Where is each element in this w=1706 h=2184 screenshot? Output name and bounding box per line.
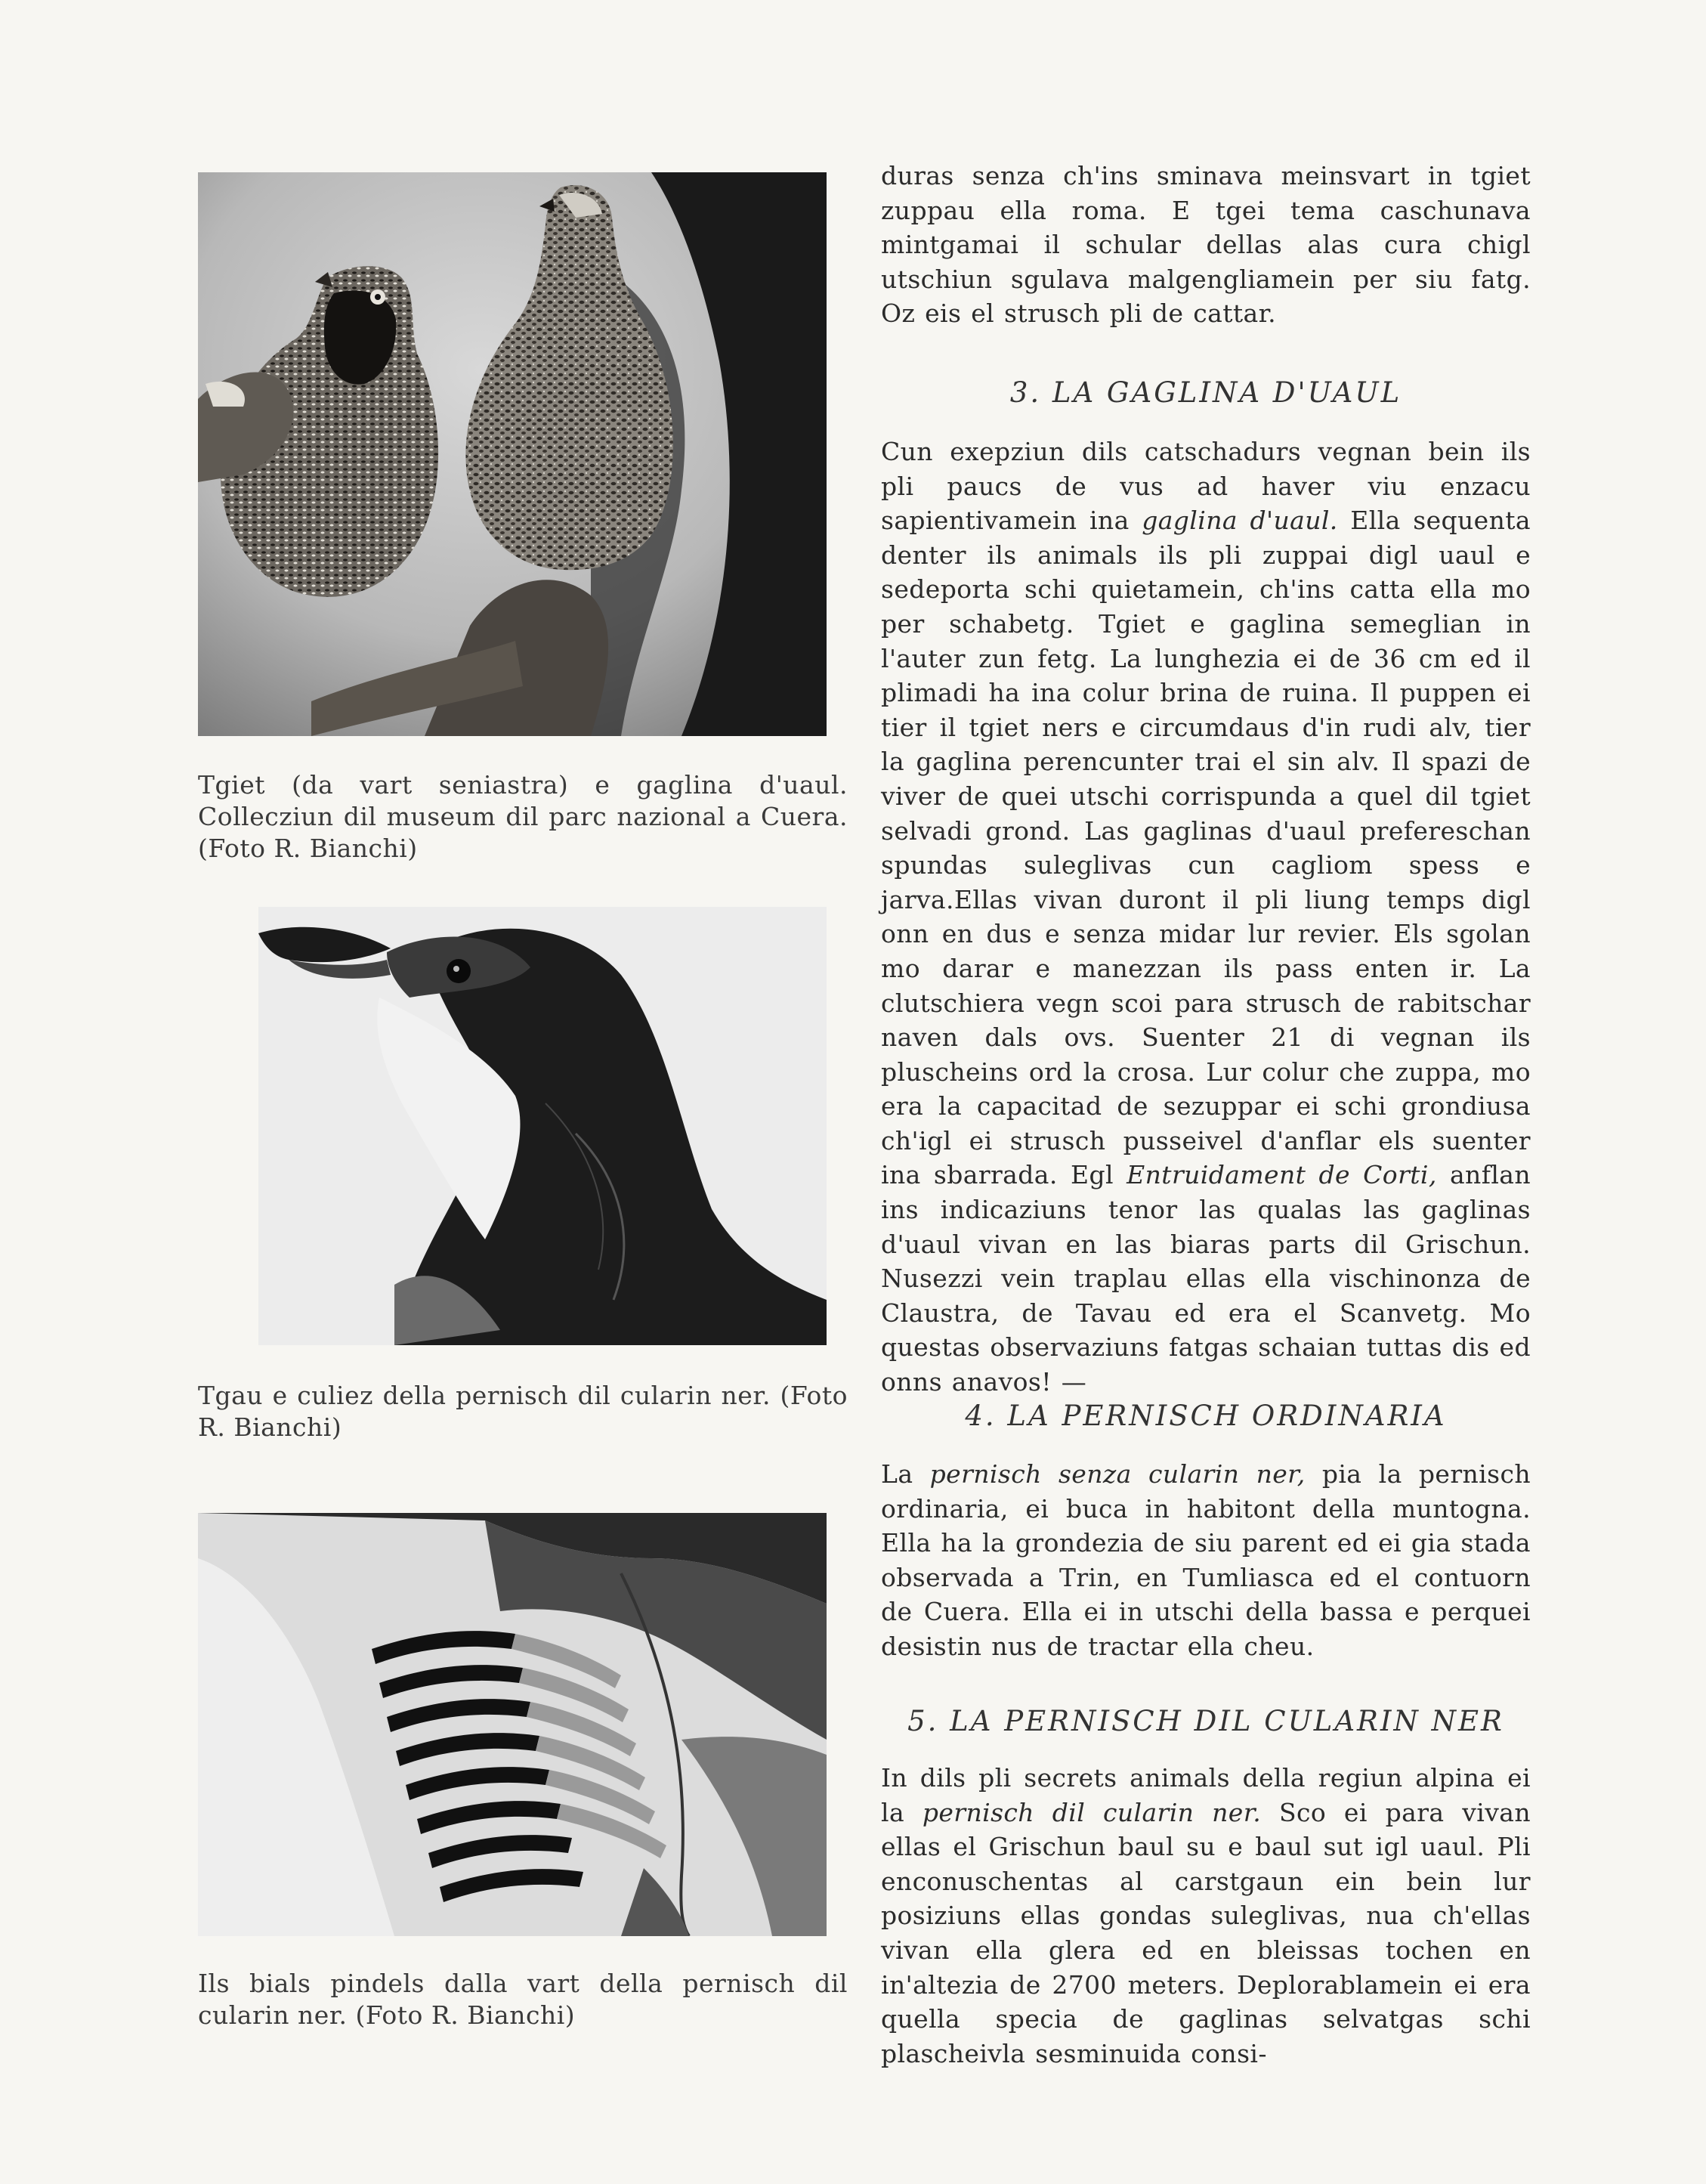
intro-column-text bbox=[881, 159, 1531, 331]
section-4-heading: 4. LA PERNISCH ORDINARIA bbox=[965, 1400, 1447, 1432]
italic-term: pernisch senza cularin ner, bbox=[929, 1459, 1306, 1489]
figure-caption-1: Tgiet (da vart seniastra) e gaglina d'uaul. Collecziun dil museum dil parc nazional a Cuera. (Foto R. Bianchi) bbox=[198, 770, 848, 863]
section-4-body bbox=[881, 1457, 1531, 1664]
photo-partridge-head bbox=[258, 907, 827, 1345]
italic-reference: Entruidament de Corti, bbox=[1127, 1160, 1437, 1190]
section-5-body bbox=[881, 1761, 1531, 2071]
section-5-heading: 5. LA PERNISCH DIL CULARIN NER bbox=[907, 1705, 1504, 1737]
section-4-paragraph: La pernisch senza cularin ner, pia la pernisch ordinaria, ei buca in habitont della muntogna. Ella ha la grondezia de siu parent ed ei gia stada observada a Trin, en Tumliasca ed el contuorn de Cuera. Ella ei in utschi della bassa e perquei desistin nus de tractar ella cheu. bbox=[881, 1459, 1531, 1661]
figure-caption-2: Tgau e culiez della pernisch dil cularin ner. (Foto R. Bianchi) bbox=[198, 1381, 848, 1442]
section-3-heading: 3. LA GAGLINA D'UAUL bbox=[1009, 376, 1402, 409]
intro-paragraph: duras senza ch'ins sminava meinsvart in tgiet zuppau ella roma. E tgei tema caschunava mintgamai il schular dellas alas cura chigl utschiun sgulava malgengliamein per siu fatg. Oz eis el strusch pli de cattar. bbox=[881, 161, 1531, 329]
photo-flank-feathers bbox=[198, 1513, 827, 1936]
section-3-paragraph: Cun exepziun dils catschadurs vegnan bein ils pli paucs de vus ad haver viu enzacu sapientivamein ina gaglina d'uaul. Ella sequenta denter ils animals ils pli zuppai digl uaul e sedeporta schi quietamein, ch'ins catta ella mo per schabetg. Tgiet e gaglina semeglian in l'auter zun fetg. La lunghezia ei de 36 cm ed il plimadi ha ina colur brina de ruina. Il puppen ei tier il tgiet ners e circumdaus d'in rudi alv, tier la gaglina perencunter trai el sin alv. Il spazi de viver de quei utschi corrispunda a quel dil tgiet selvadi grond. Las gaglinas d'uaul prefereschan spundas suleglivas cun cagliom spess e jarva.Ellas vivan duront il pli liung temps digl onn en dus e senza midar lur revier. Els sgolan mo darar e manezzan ils pass enten ir. La clutschiera vegn scoi para strusch de rabitschar naven dals ovs. Suenter 21 di vegnan ils pluscheins ord la crosa. Lur colur che zuppa, mo era la capacitad de sezuppar ei schi grondiusa ch'igl ei strusch pusseivel d'anflar els suenter ina sbarrada. Egl Entruidament de Corti, anflan ins indicaziuns tenor las qualas las gaglinas d'uaul vivan en las biaras parts dil Grischun. Nusezzi vein traplau ellas ella vischinonza de Claustra, de Tavau ed era el Scanvetg. Mo questas observaziuns fatgas schaian tuttas dis ed onns anavos! — bbox=[881, 437, 1531, 1397]
section-3-body bbox=[881, 435, 1531, 1400]
section-5-paragraph: In dils pli secrets animals della regiun alpina ei la pernisch dil cularin ner. Sco ei para vivan ellas el Grischun baul su e baul sut igl uaul. Pli enconuschentas al carstgaun ein bein lur posiziuns ellas gondas suleglivas, nua ch'ellas vivan ella glera ed en bleissas tochen en in'altezia de 2700 meters. Deplorablamein ei era quella specia de gaglinas selvatgas schi plascheivla sesminuida consi- bbox=[881, 1763, 1531, 2068]
italic-term: pernisch dil cularin ner. bbox=[922, 1797, 1262, 1827]
figure-caption-3: Ils bials pindels dalla vart della pernisch dil cularin ner. (Foto R. Bianchi) bbox=[198, 1969, 848, 2030]
photo-grouse-pair bbox=[198, 172, 827, 736]
italic-term: gaglina d'uaul. bbox=[1142, 506, 1338, 536]
